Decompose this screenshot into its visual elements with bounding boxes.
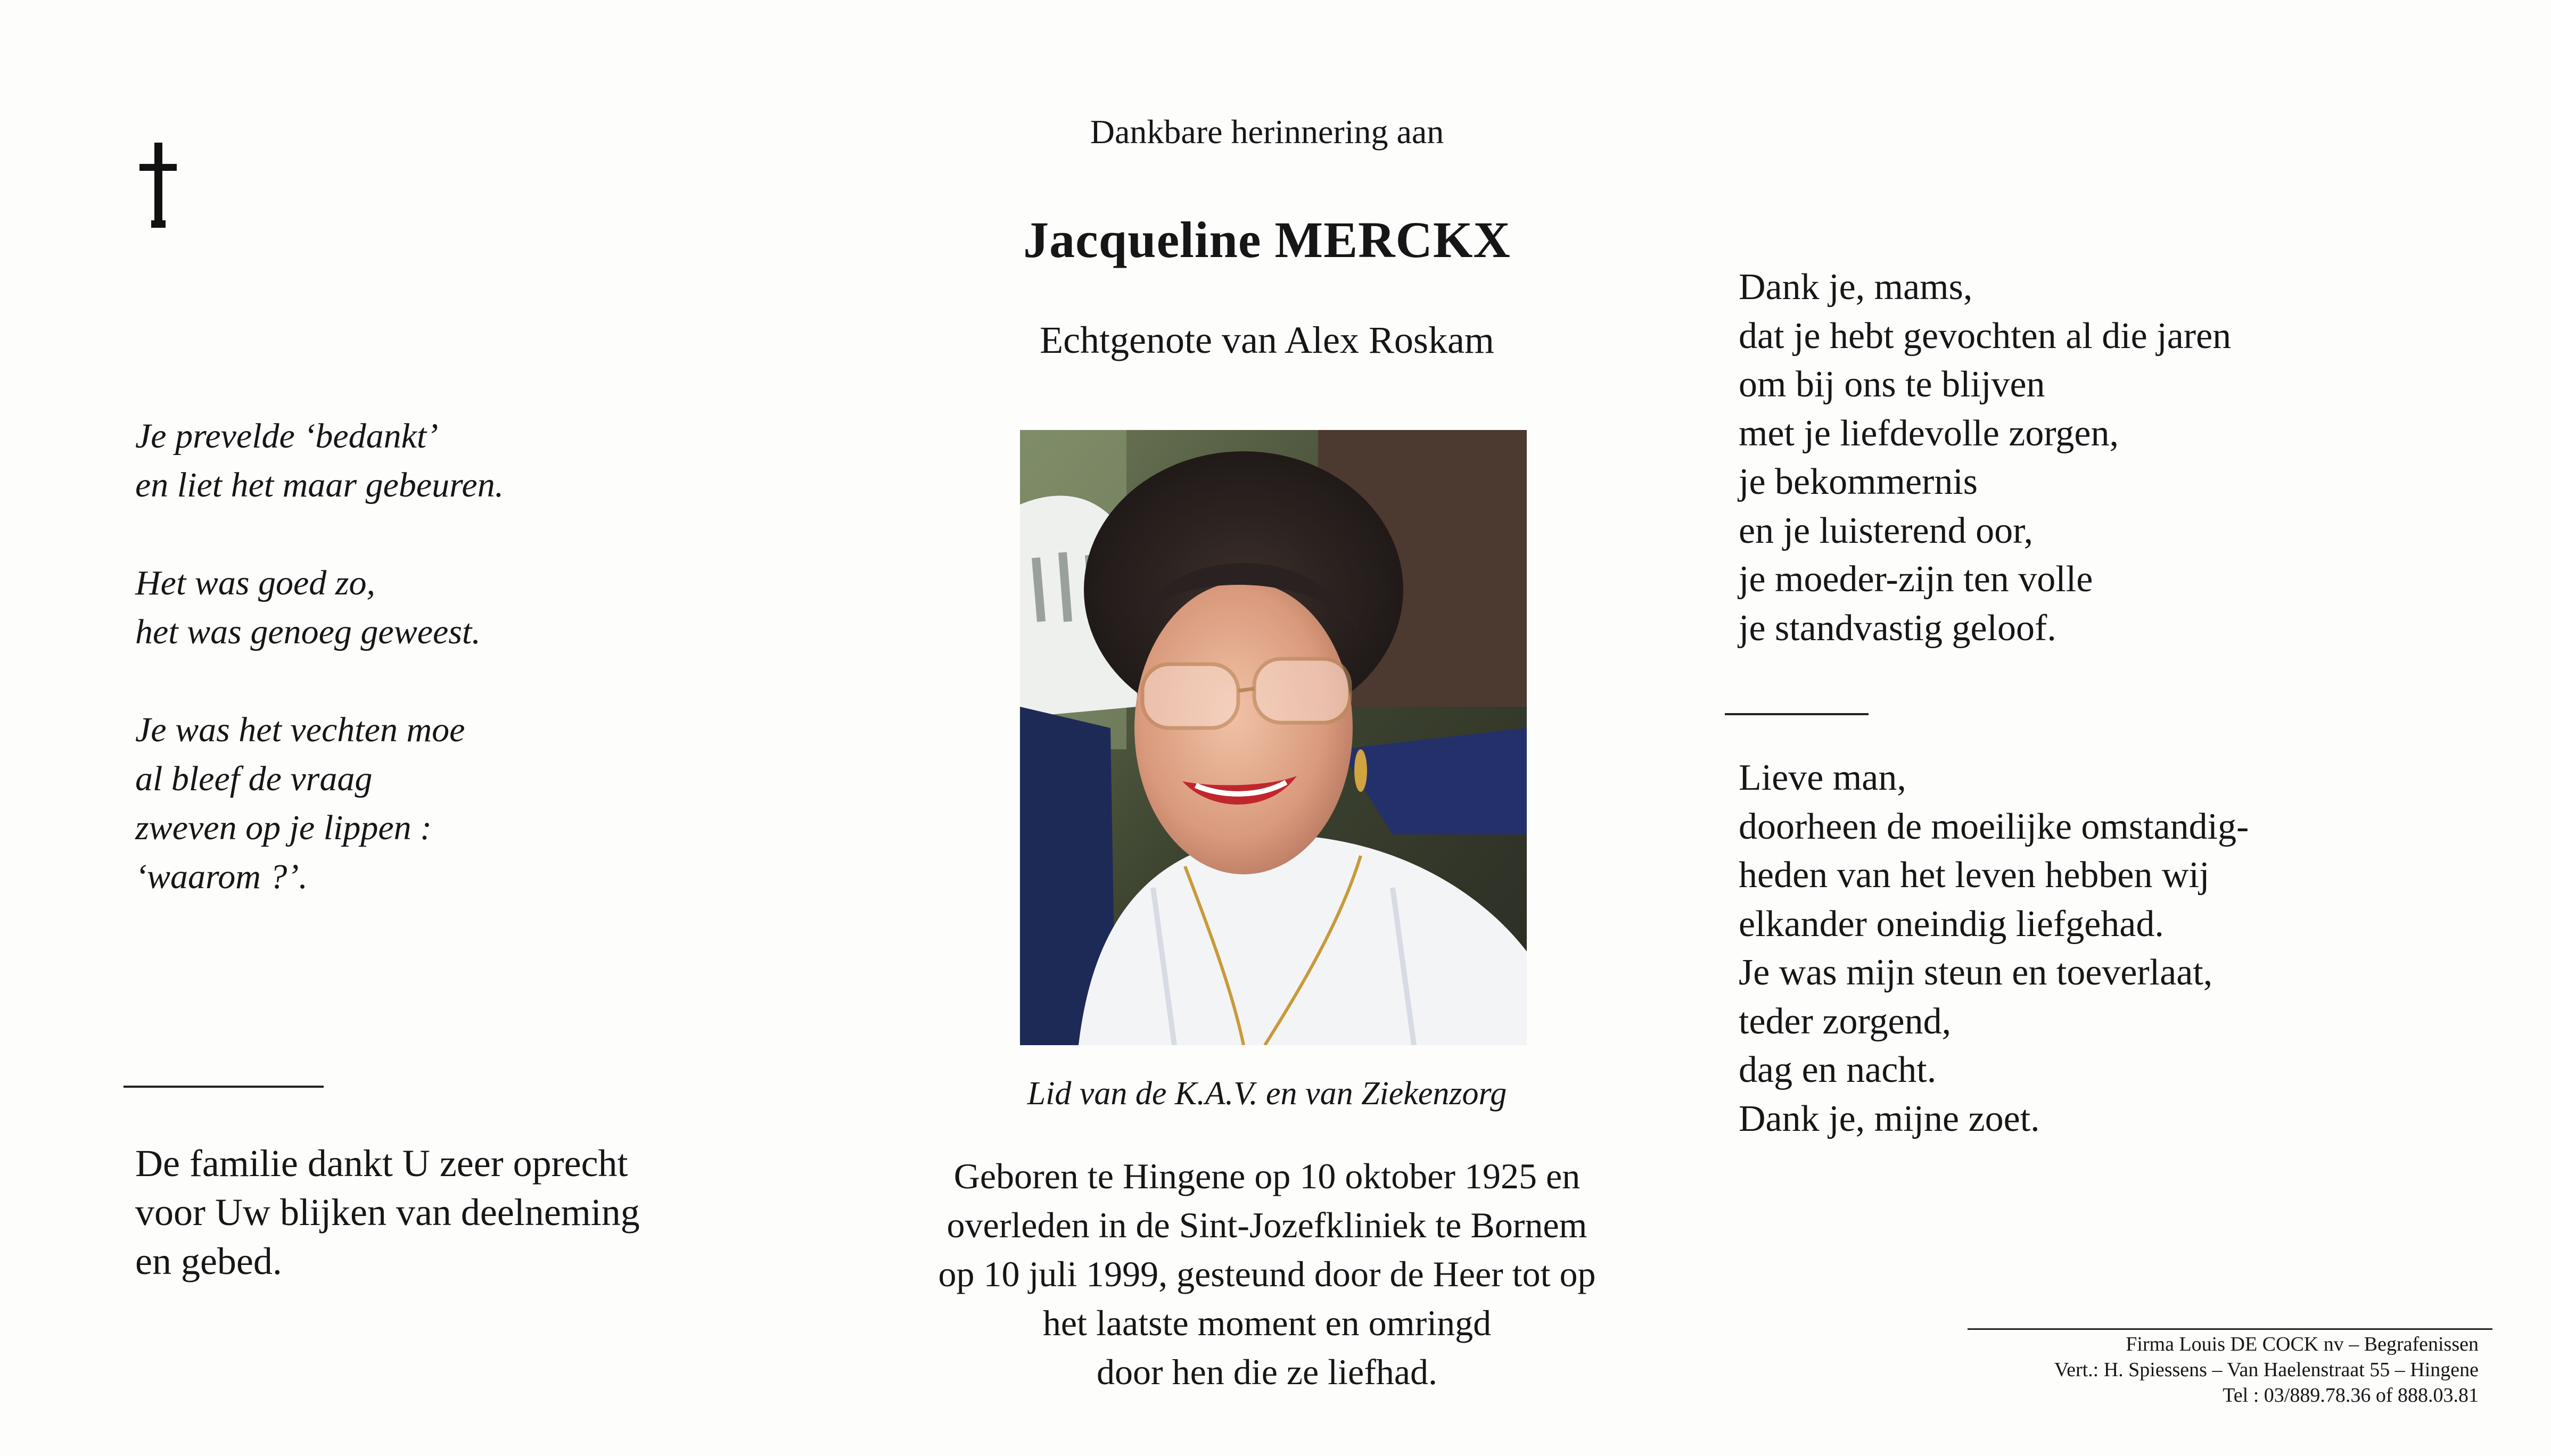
spouse-line: Echtgenote van Alex Roskam [1040, 319, 1494, 361]
thanks-line: en gebed. [135, 1240, 282, 1283]
poem-line: en liet het maar gebeuren. [135, 466, 504, 504]
footer-line: Tel : 03/889.78.36 of 888.03.81 [2223, 1384, 2479, 1407]
poem-line: ‘waarom ?’. [135, 857, 308, 896]
divider-left [124, 1086, 324, 1088]
biography-line: overleden in de Sint-Jozefkliniek te Bornem [947, 1205, 1587, 1245]
poem-line: om bij ons te blijven [1739, 364, 2045, 405]
membership-line: Lid van de K.A.V. en van Ziekenzorg [1027, 1076, 1507, 1112]
poem-line: dag en nacht. [1739, 1049, 1937, 1090]
poem-line: elkander oneindig liefgehad. [1739, 903, 2164, 945]
poem-line: teder zorgend, [1739, 1000, 1952, 1042]
deceased-name: Jacqueline MERCKX [1023, 211, 1511, 268]
poem-right-husband [1739, 754, 2249, 1143]
poem-line: Dank je, mijne zoet. [1739, 1098, 2040, 1139]
poem-line: doorheen de moeilijke omstandig- [1739, 806, 2249, 847]
poem-line: Het was goed zo, [135, 564, 375, 602]
poem-left [135, 412, 504, 901]
cross-icon [139, 143, 177, 228]
biography-line: het laatste moment en omringd [1042, 1303, 1492, 1343]
poem-right-mother [1739, 263, 2231, 652]
poem-line: je bekommernis [1739, 461, 1978, 502]
portrait-photo [1020, 430, 1527, 1045]
family-thanks [135, 1139, 640, 1286]
remembrance-heading: Dankbare herinnering aan [1090, 113, 1444, 151]
poem-line: Je prevelde ‘bedankt’ [135, 417, 439, 456]
poem-left-stanza-3 [135, 706, 504, 901]
funeral-home-footer [1938, 1331, 2479, 1408]
divider-right [1725, 713, 1869, 715]
thanks-line: voor Uw blijken van deelneming [135, 1191, 640, 1234]
poem-line: Je was mijn steun en toeverlaat, [1739, 952, 2213, 993]
biography-line: op 10 juli 1999, gesteund door de Heer tot op [938, 1254, 1596, 1294]
footer-line: Vert.: H. Spiessens – Van Haelenstraat 55 – Hingene [2054, 1359, 2479, 1381]
poem-left-stanza-1 [135, 412, 504, 510]
divider-footer [1968, 1328, 2492, 1330]
poem-line: heden van het leven hebben wij [1739, 855, 2210, 896]
biography-line: door hen die ze liefhad. [1096, 1352, 1438, 1392]
poem-line: al bleef de vraag [135, 759, 373, 798]
poem-line: Dank je, mams, [1739, 267, 1973, 308]
poem-line: zweven op je lippen : [135, 808, 432, 847]
poem-line: je standvastig geloof. [1739, 607, 2056, 649]
poem-left-stanza-2 [135, 559, 504, 657]
poem-line: met je liefdevolle zorgen, [1739, 412, 2119, 454]
thanks-line: De familie dankt U zeer oprecht [135, 1142, 628, 1185]
poem-line: Lieve man, [1739, 757, 1906, 798]
biography-line: Geboren te Hingene op 10 oktober 1925 en [953, 1156, 1581, 1196]
poem-line: Je was het vechten moe [135, 710, 465, 749]
poem-line: je moeder-zijn ten volle [1739, 559, 2093, 600]
footer-line: Firma Louis DE COCK nv – Begrafenissen [2126, 1333, 2479, 1355]
poem-line: dat je hebt gevochten al die jaren [1739, 315, 2232, 357]
poem-line: het was genoeg geweest. [135, 613, 481, 651]
biography [905, 1152, 1629, 1396]
poem-line: en je luisterend oor, [1739, 510, 2034, 551]
